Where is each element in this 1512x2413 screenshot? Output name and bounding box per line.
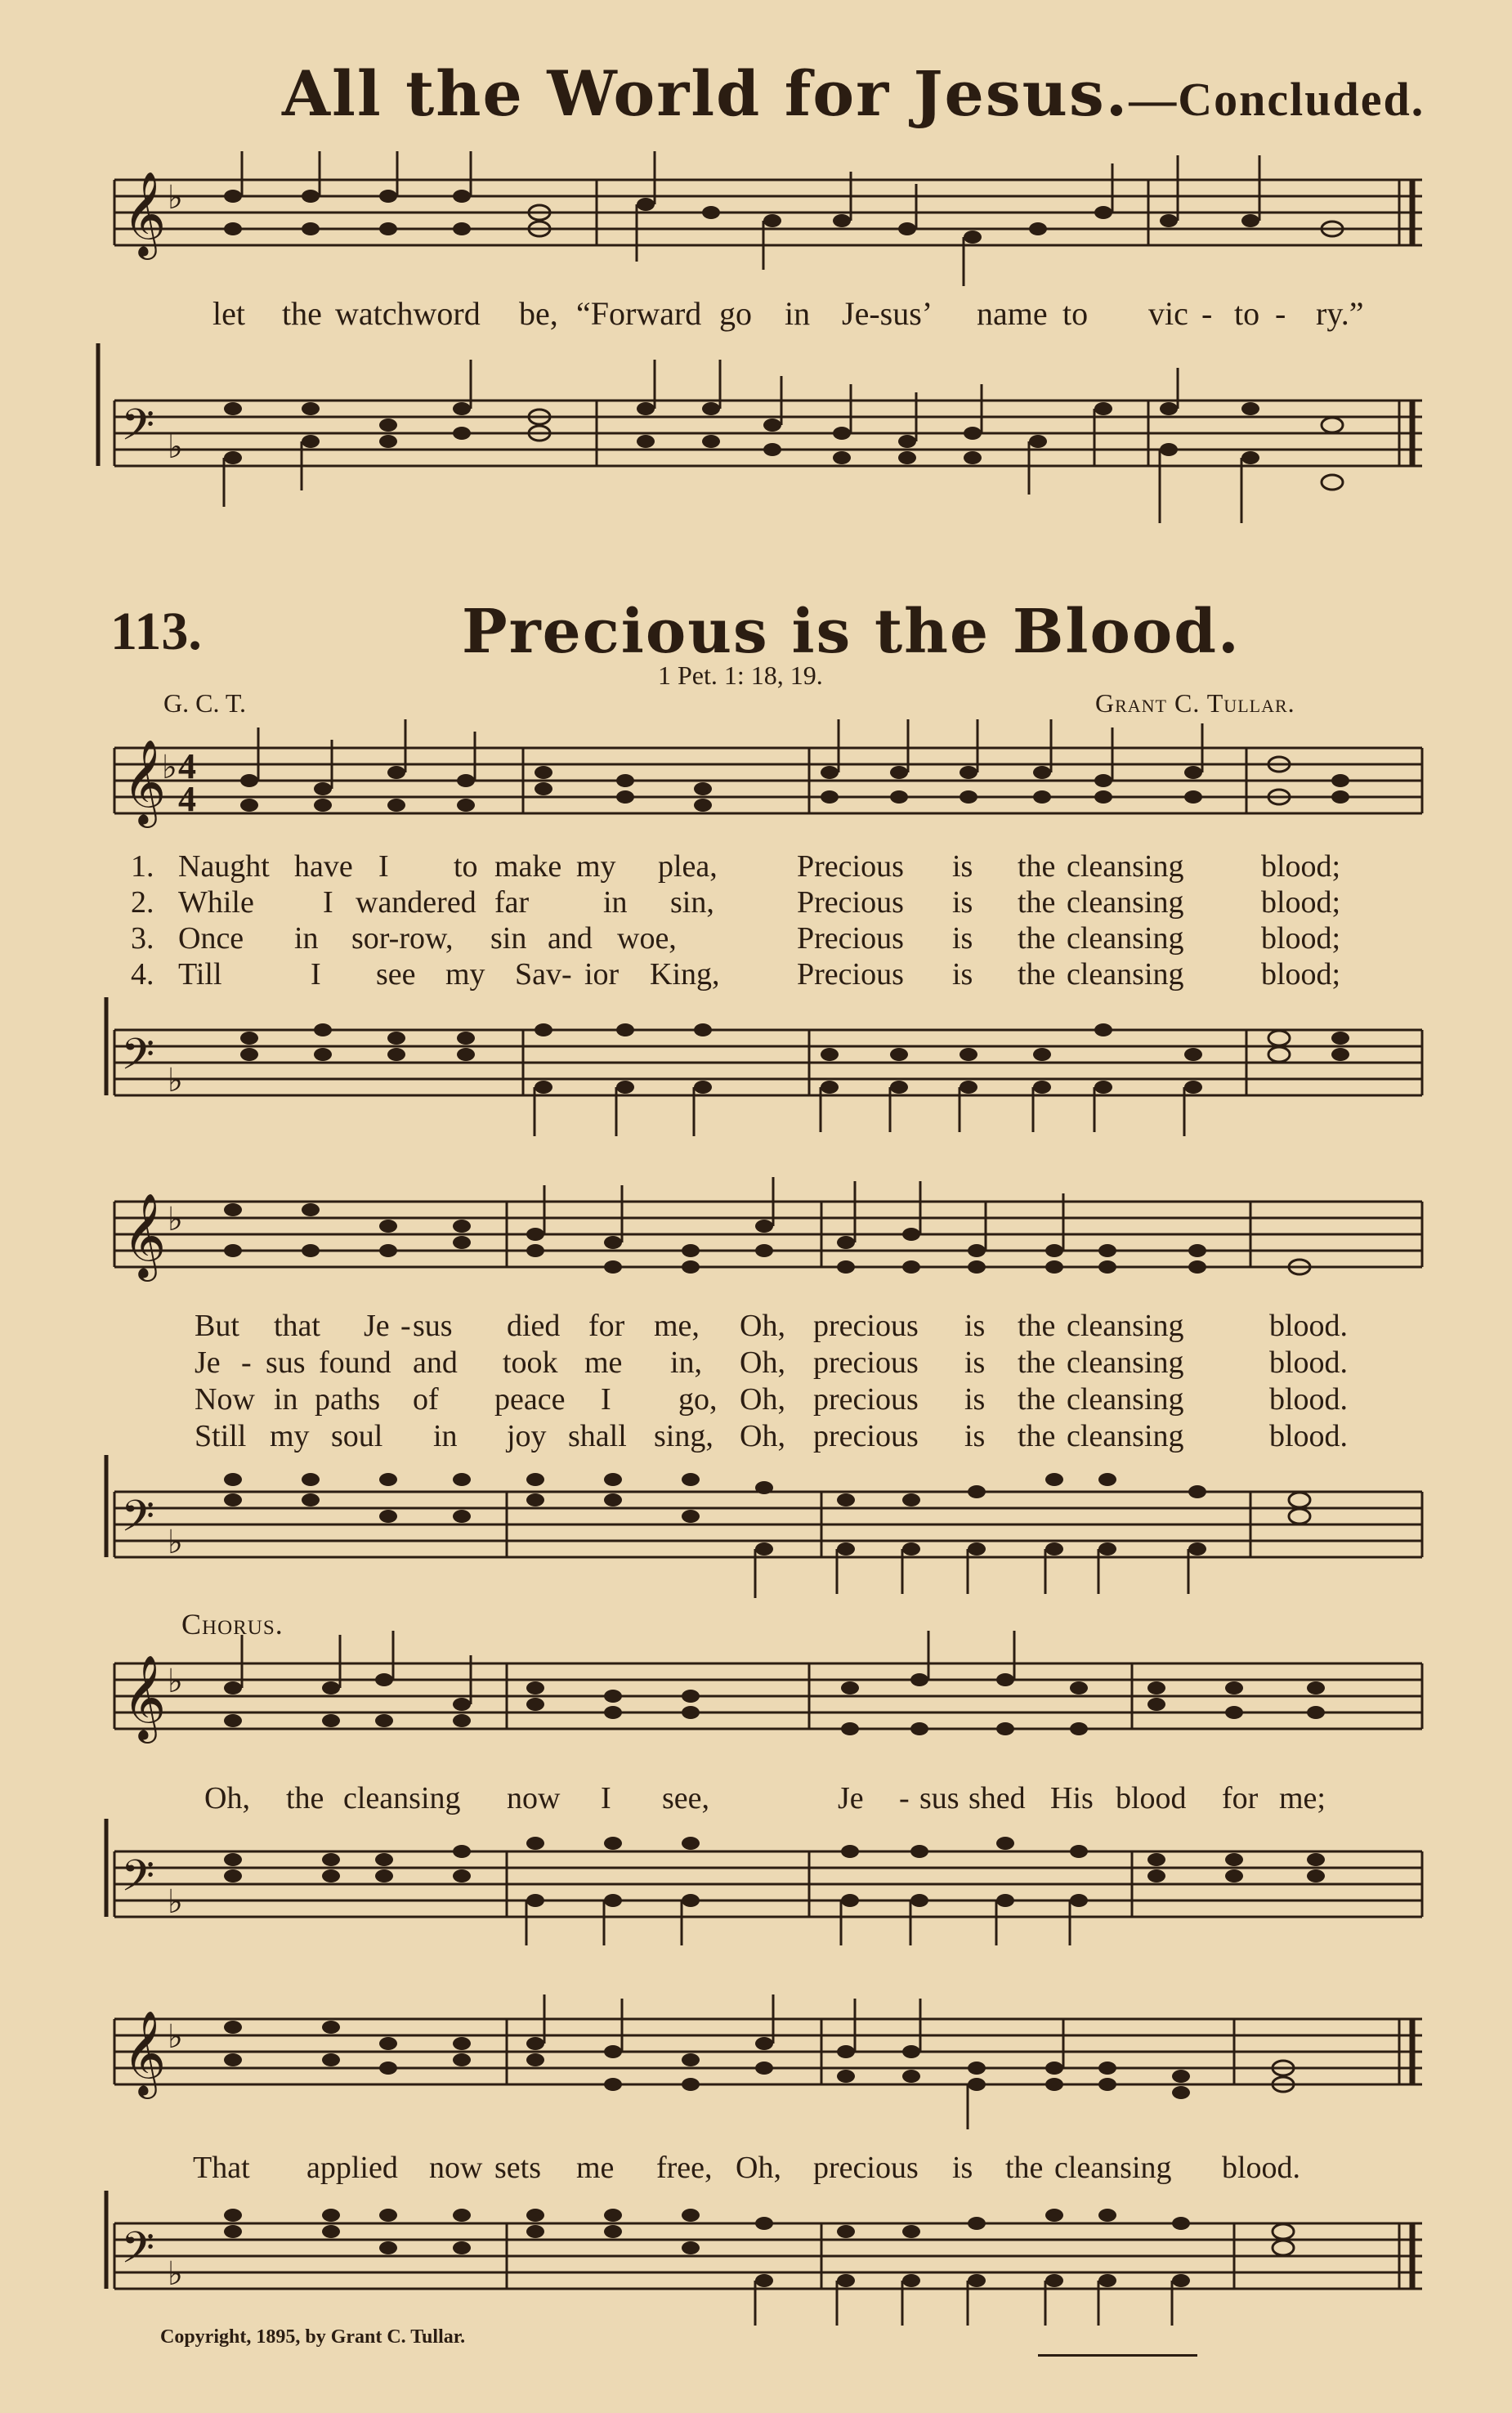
lyric-word: blood. [1222, 2151, 1301, 2185]
lyric-word: blood. [1269, 1382, 1349, 1417]
lyric-word: sin, [670, 885, 714, 920]
lyric-word: precious [813, 2151, 919, 2185]
lyric-word: His [1050, 1781, 1094, 1815]
lyric-word: blood; [1261, 885, 1341, 920]
lyric-word: Oh, [740, 1309, 785, 1343]
lyric-word: cleansing [1067, 1419, 1184, 1453]
treble-clef-icon: 𝄞 [123, 1193, 167, 1278]
lyric-word: ry.” [1316, 295, 1364, 332]
lyric-word: have [294, 849, 353, 884]
lyric-word: King, [650, 957, 720, 992]
lyric-word: Precious [797, 921, 904, 956]
composer-name: Grant C. Tullar. [1095, 688, 1295, 718]
lyric-word: - [1201, 295, 1213, 332]
lyric-word: me; [1279, 1781, 1326, 1815]
lyric-word: sus [919, 1781, 960, 1815]
lyric-word: applied [306, 2151, 398, 2185]
lyric-word: me, [654, 1309, 700, 1343]
verse-refrain-line-2 [0, 1345, 1512, 1382]
lyric-word: I [601, 1781, 611, 1815]
lyric-word: Precious [797, 849, 904, 884]
lyric-word: Till [178, 957, 222, 992]
lyric-word: Precious [797, 885, 904, 920]
lyric-word: go [719, 295, 752, 332]
flat-icon: ♭ [168, 1883, 183, 1921]
lyric-word: the [1018, 1345, 1056, 1380]
lyric-word: the [1018, 885, 1056, 920]
bass-clef-icon: 𝄢 [121, 1851, 155, 1912]
verse-bass-staff-1 [0, 997, 1512, 1144]
lyric-word: cleansing [1067, 957, 1184, 992]
flat-icon: ♭ [168, 2018, 183, 2056]
hymn-number: 113. [110, 602, 202, 661]
chorus-treble-staff-2 [0, 1986, 1512, 2150]
lyric-word: cleansing [1067, 1345, 1184, 1380]
lyric-word: Once [178, 921, 244, 956]
lyric-word: is [964, 1345, 986, 1380]
lyric-word: cleansing [1054, 2151, 1172, 2185]
lyric-word: plea, [658, 849, 718, 884]
lyric-word: Naught [178, 849, 270, 884]
lyric-word: is [952, 885, 973, 920]
chorus-lyrics-line-1 [0, 1780, 1512, 1818]
footer-rule [1038, 2354, 1197, 2357]
bass-clef-icon: 𝄢 [121, 401, 155, 461]
lyric-word: I [311, 957, 321, 992]
previous-hymn-title-suffix: —Concluded. [1129, 73, 1425, 126]
lyric-word: and [413, 1345, 458, 1380]
author-initials: G. C. T. [163, 688, 247, 718]
lyric-word: in [274, 1382, 298, 1417]
lyric-word: the [1018, 1382, 1056, 1417]
lyric-word: is [964, 1419, 986, 1453]
lyric-word: cleansing [343, 1781, 461, 1815]
lyric-word: go, [678, 1382, 718, 1417]
lyric-word: shed [968, 1781, 1026, 1815]
lyric-word: let [212, 295, 245, 332]
verse-bass-staff-2 [0, 1455, 1512, 1602]
lyric-word: blood; [1261, 921, 1341, 956]
lyric-word: the [1018, 957, 1056, 992]
lyric-word: the [1018, 921, 1056, 956]
lyric-word: Je-sus’ [842, 295, 933, 332]
lyric-word: sin [490, 921, 527, 956]
lyric-word: I [601, 1382, 611, 1417]
lyric-word: died [507, 1309, 561, 1343]
lyric-word: Je [364, 1309, 390, 1343]
lyric-word: sus [266, 1345, 306, 1380]
lyric-word: now [429, 2151, 483, 2185]
lyric-word: free, [656, 2151, 713, 2185]
verse-number: 4. [131, 957, 154, 992]
chorus-label: Chorus. [181, 1608, 284, 1641]
chorus-bass-staff-2 [0, 2191, 1512, 2330]
lyric-word: woe, [617, 921, 677, 956]
chorus-lyrics-line-2 [0, 2150, 1512, 2187]
verse-number: 2. [131, 885, 154, 920]
verse-line-1 [0, 848, 1512, 886]
lyric-word: took [503, 1345, 558, 1380]
flat-icon: ♭ [168, 428, 183, 466]
lyric-word: sus [413, 1309, 453, 1343]
verse-line-2 [0, 884, 1512, 922]
lyric-word: precious [813, 1345, 919, 1380]
lyric-word: precious [813, 1382, 919, 1417]
lyric-word: ior [584, 957, 620, 992]
lyric-word: vic [1148, 295, 1188, 332]
lyric-word: cleansing [1067, 885, 1184, 920]
lyric-word: sets [494, 2151, 541, 2185]
verse-number: 3. [131, 921, 154, 956]
copyright-notice: Copyright, 1895, by Grant C. Tullar. [160, 2326, 466, 2348]
lyric-word: for [1222, 1781, 1259, 1815]
lyric-word: Sav- [515, 957, 572, 992]
concluded-lyrics [0, 294, 1512, 332]
lyric-word: - [241, 1345, 252, 1380]
lyric-word: me [584, 1345, 623, 1380]
lyric-word: Oh, [740, 1419, 785, 1453]
lyric-word: precious [813, 1419, 919, 1453]
lyric-word: the [1018, 849, 1056, 884]
time-signature-top: 4 [178, 746, 196, 786]
lyric-word: in, [670, 1345, 703, 1380]
lyric-word: in [294, 921, 319, 956]
lyric-word: the [282, 295, 322, 332]
lyric-word: my [270, 1419, 310, 1453]
lyric-word: soul [331, 1419, 383, 1453]
lyric-word: in [785, 295, 811, 332]
lyric-word: paths [315, 1382, 381, 1417]
bass-clef-icon: 𝄢 [121, 1030, 155, 1090]
lyric-word: shall [568, 1419, 627, 1453]
chorus-bass-staff-1 [0, 1819, 1512, 1950]
time-signature-bottom: 4 [178, 779, 196, 819]
flat-icon: ♭ [168, 2255, 183, 2293]
lyric-word: to [1062, 295, 1089, 332]
scripture-reference: 1 Pet. 1: 18, 19. [658, 660, 823, 690]
lyric-word: is [952, 957, 973, 992]
lyric-word: I [378, 849, 389, 884]
lyric-word: That [193, 2151, 250, 2185]
lyric-word: blood; [1261, 849, 1341, 884]
lyric-word: blood [1116, 1781, 1187, 1815]
treble-clef-icon: 𝄞 [123, 2010, 167, 2096]
flat-icon: ♭ [168, 179, 183, 217]
lyric-word: peace [494, 1382, 566, 1417]
lyric-word: is [952, 921, 973, 956]
lyric-word: blood. [1269, 1345, 1349, 1380]
bass-clef-icon: 𝄢 [121, 1492, 155, 1552]
lyric-word: Now [195, 1382, 255, 1417]
lyric-word: see [376, 957, 416, 992]
lyric-word: While [178, 885, 254, 920]
lyric-word: the [286, 1781, 324, 1815]
lyric-word: is [952, 2151, 973, 2185]
lyric-word: cleansing [1067, 1382, 1184, 1417]
lyric-word: is [964, 1309, 986, 1343]
lyric-word: wandered [356, 885, 476, 920]
lyric-word: Oh, [204, 1781, 250, 1815]
lyric-word: name [977, 295, 1048, 332]
lyric-word: cleansing [1067, 1309, 1184, 1343]
concluded-bass-staff [0, 343, 1512, 539]
lyric-word: the [1018, 1309, 1056, 1343]
lyric-word: sor-row, [351, 921, 454, 956]
lyric-word: precious [813, 1309, 919, 1343]
previous-hymn-title [282, 57, 1425, 130]
lyric-word: joy [507, 1419, 547, 1453]
verse-treble-staff-1 [0, 703, 1512, 858]
flat-icon: ♭ [168, 1524, 183, 1561]
lyric-word: is [952, 849, 973, 884]
lyric-word: that [274, 1309, 320, 1343]
lyric-word: to [1234, 295, 1260, 332]
hymn-title: Precious is the Blood. [462, 597, 1241, 667]
lyric-word: - [400, 1309, 411, 1343]
lyric-word: Je [838, 1781, 864, 1815]
lyric-word: to [454, 849, 478, 884]
concluded-treble-staff [0, 147, 1512, 311]
lyric-word: far [494, 885, 530, 920]
verse-refrain-line-3 [0, 1381, 1512, 1419]
flat-icon: ♭ [162, 749, 177, 786]
lyric-word: sing, [654, 1419, 714, 1453]
lyric-word: “Forward [576, 295, 702, 332]
lyric-word: cleansing [1067, 921, 1184, 956]
lyric-word: found [319, 1345, 391, 1380]
treble-clef-icon: 𝄞 [123, 1654, 167, 1740]
lyric-word: my [445, 957, 485, 992]
lyric-word: Oh, [740, 1345, 785, 1380]
lyric-word: now [507, 1781, 561, 1815]
lyric-word: - [899, 1781, 910, 1815]
lyric-word: and [548, 921, 593, 956]
lyric-word: my [576, 849, 616, 884]
lyric-word: is [964, 1382, 986, 1417]
lyric-word: cleansing [1067, 849, 1184, 884]
lyric-word: blood. [1269, 1309, 1349, 1343]
bass-clef-icon: 𝄢 [121, 2223, 155, 2284]
lyric-word: blood; [1261, 957, 1341, 992]
lyric-word: make [494, 849, 562, 884]
lyric-word: the [1005, 2151, 1044, 2185]
lyric-word: in [433, 1419, 458, 1453]
lyric-word: be, [519, 295, 558, 332]
lyric-word: Oh, [740, 1382, 785, 1417]
flat-icon: ♭ [168, 1201, 183, 1238]
lyric-word: But [195, 1309, 239, 1343]
verse-line-3 [0, 920, 1512, 958]
lyric-word: see, [662, 1781, 710, 1815]
flat-icon: ♭ [168, 1663, 183, 1700]
lyric-word: in [603, 885, 628, 920]
flat-icon: ♭ [168, 1062, 183, 1099]
verse-treble-staff-2 [0, 1144, 1512, 1308]
verse-line-4 [0, 956, 1512, 994]
lyric-word: Je [195, 1345, 221, 1380]
lyric-word: blood. [1269, 1419, 1349, 1453]
lyric-word: the [1018, 1419, 1056, 1453]
verse-number: 1. [131, 849, 154, 884]
verse-refrain-line-1 [0, 1308, 1512, 1345]
lyric-word: I [323, 885, 333, 920]
lyric-word: Precious [797, 957, 904, 992]
previous-hymn-title-main: All the World for Jesus. [282, 57, 1130, 130]
treble-clef-icon: 𝄞 [123, 739, 167, 825]
lyric-word: watchword [335, 295, 481, 332]
lyric-word: - [1275, 295, 1286, 332]
chorus-treble-staff-1 [0, 1623, 1512, 1762]
lyric-word: Still [195, 1419, 247, 1453]
lyric-word: me [576, 2151, 615, 2185]
treble-clef-icon: 𝄞 [123, 171, 167, 257]
lyric-word: of [413, 1382, 439, 1417]
lyric-word: Oh, [736, 2151, 781, 2185]
lyric-word: for [588, 1309, 625, 1343]
verse-refrain-line-4 [0, 1418, 1512, 1456]
